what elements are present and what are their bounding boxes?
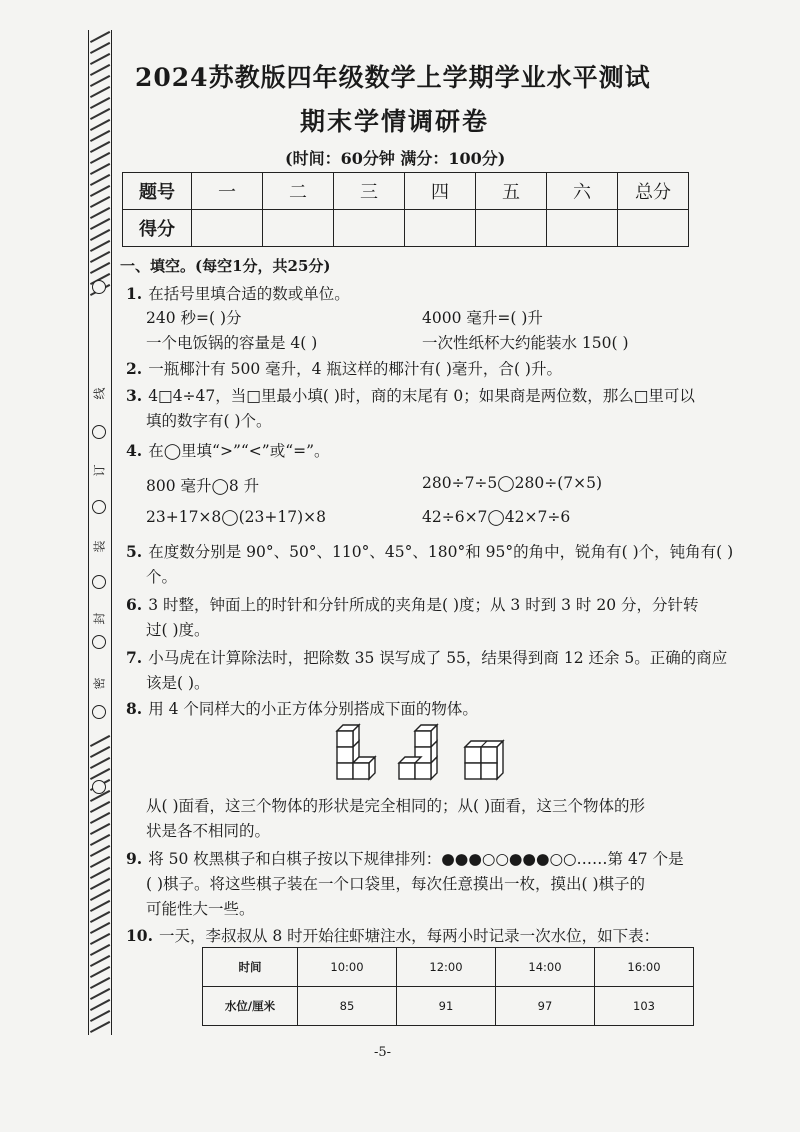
binding-margin bbox=[88, 30, 112, 1035]
question-text-continued: 个。 bbox=[146, 568, 178, 586]
margin-hatch bbox=[90, 185, 110, 197]
margin-circle bbox=[92, 280, 106, 294]
question-text: 在括号里填合适的数或单位。 bbox=[148, 285, 350, 303]
question-number: 9. bbox=[126, 849, 143, 868]
time-cell: 10:00 bbox=[298, 948, 397, 987]
margin-hatch bbox=[90, 757, 110, 769]
question-number: 10. bbox=[126, 926, 153, 945]
water-level-table bbox=[202, 947, 694, 1026]
question-9 bbox=[126, 847, 684, 869]
margin-hatch bbox=[90, 97, 110, 109]
question-text-continued: ( )棋子。将这些棋子装在一个口袋里，每次任意摸出一枚，摸出( )棋子的 bbox=[146, 875, 646, 893]
score-header-cell: 一 bbox=[192, 173, 263, 210]
margin-circle bbox=[92, 575, 106, 589]
margin-char: 线 bbox=[91, 385, 108, 403]
question-number: 4. bbox=[126, 441, 143, 460]
margin-hatch bbox=[90, 240, 110, 252]
question-number: 2. bbox=[126, 359, 143, 378]
margin-char: 订 bbox=[91, 462, 108, 480]
margin-hatch bbox=[90, 1021, 110, 1033]
time-cell: 14:00 bbox=[496, 948, 595, 987]
question-text-continued: 状是各不相同的。 bbox=[146, 822, 271, 840]
q4-item-c: 23+17×8◯(23+17)×8 bbox=[146, 508, 327, 526]
margin-hatch bbox=[90, 922, 110, 934]
page-number: -5- bbox=[374, 1045, 392, 1060]
margin-hatch bbox=[90, 152, 110, 164]
margin-hatch bbox=[90, 735, 110, 747]
margin-hatch bbox=[90, 64, 110, 76]
question-text-continued: 可能性大一些。 bbox=[146, 900, 255, 918]
question-7 bbox=[126, 646, 727, 668]
score-cell[interactable] bbox=[405, 210, 476, 247]
margin-char: 装 bbox=[91, 538, 108, 556]
time-cell: 16:00 bbox=[595, 948, 694, 987]
question-text: 小马虎在计算除法时，把除数 35 误写成了 55，结果得到商 12 还余 5。正确的商应 bbox=[148, 649, 728, 667]
margin-hatch bbox=[90, 812, 110, 824]
margin-circle bbox=[92, 425, 106, 439]
question-text-continued: 填的数字有( )个。 bbox=[146, 412, 272, 430]
title-line-2: 期末学情调研卷 bbox=[300, 107, 490, 136]
margin-hatch bbox=[90, 768, 110, 780]
margin-hatch bbox=[90, 75, 110, 87]
margin-hatch bbox=[90, 42, 110, 54]
margin-hatch bbox=[90, 878, 110, 890]
margin-hatch bbox=[90, 207, 110, 219]
question-number: 7. bbox=[126, 648, 143, 667]
score-cell[interactable] bbox=[334, 210, 405, 247]
q1-item-b: 4000 毫升=( )升 bbox=[422, 309, 543, 327]
margin-hatch bbox=[90, 108, 110, 120]
score-table-header-row bbox=[123, 173, 689, 210]
margin-hatch bbox=[90, 845, 110, 857]
margin-circle bbox=[92, 705, 106, 719]
question-text: 3 时整，钟面上的时针和分针所成的夹角是( )度；从 3 时到 3 时 20 分，分针转 bbox=[148, 596, 699, 614]
section-heading: 一、填空。(每空1分，共25分) bbox=[120, 257, 331, 275]
question-number: 3. bbox=[126, 386, 143, 405]
question-text: 一瓶椰汁有 500 毫升，4 瓶这样的椰汁有( )毫升，合( )升。 bbox=[148, 360, 562, 378]
question-6 bbox=[126, 593, 699, 615]
score-cell[interactable] bbox=[263, 210, 334, 247]
question-text: 在度数分别是 90°、50°、110°、45°、180°和 95°的角中，锐角有( )个，钝角有( ) bbox=[148, 543, 734, 561]
margin-hatch bbox=[90, 867, 110, 879]
score-table-score-row bbox=[123, 210, 689, 247]
question-text-continued: 从( )面看，这三个物体的形状是完全相同的；从( )面看，这三个物体的形 bbox=[146, 797, 646, 815]
q1-item-d: 一次性纸杯大约能装水 150( ) bbox=[422, 334, 629, 352]
question-8 bbox=[126, 697, 478, 719]
margin-hatch bbox=[90, 196, 110, 208]
question-number: 8. bbox=[126, 699, 143, 718]
question-5 bbox=[126, 540, 733, 562]
cube-figures bbox=[325, 718, 515, 788]
margin-circle bbox=[92, 500, 106, 514]
margin-char: 封 bbox=[91, 610, 108, 628]
score-cell[interactable] bbox=[618, 210, 689, 247]
water-table-row-label: 水位/厘米 bbox=[203, 987, 298, 1026]
score-header-cell: 题号 bbox=[123, 173, 192, 210]
question-text-continued: 该是( )。 bbox=[146, 674, 210, 692]
margin-hatch bbox=[90, 130, 110, 142]
margin-hatch bbox=[90, 86, 110, 98]
question-text: 4□4÷47，当□里最小填( )时，商的末尾有 0；如果商是两位数，那么□里可以 bbox=[148, 387, 695, 405]
question-4 bbox=[126, 439, 330, 461]
score-header-cell: 六 bbox=[547, 173, 618, 210]
score-header-cell: 二 bbox=[263, 173, 334, 210]
margin-hatch bbox=[90, 251, 110, 263]
margin-hatch bbox=[90, 141, 110, 153]
question-text: 在◯里填“>”“<”或“=”。 bbox=[148, 442, 330, 460]
margin-hatch bbox=[90, 955, 110, 967]
margin-hatch bbox=[90, 163, 110, 175]
question-number: 5. bbox=[126, 542, 143, 561]
score-cell[interactable] bbox=[547, 210, 618, 247]
cube-figure-3 bbox=[465, 741, 503, 779]
time-cell: 12:00 bbox=[397, 948, 496, 987]
margin-hatch bbox=[90, 856, 110, 868]
margin-hatch bbox=[90, 53, 110, 65]
score-header-cell: 总分 bbox=[618, 173, 689, 210]
margin-hatch bbox=[90, 746, 110, 758]
question-10 bbox=[126, 924, 659, 946]
score-cell[interactable] bbox=[476, 210, 547, 247]
margin-hatch bbox=[90, 174, 110, 186]
margin-hatch bbox=[90, 262, 110, 274]
water-table-row-label: 时间 bbox=[203, 948, 298, 987]
q1-item-c: 一个电饭锅的容量是 4( ) bbox=[146, 334, 318, 352]
margin-hatch bbox=[90, 889, 110, 901]
question-text: 将 50 枚黑棋子和白棋子按以下规律排列：●●●○○●●●○○……第 47 个是 bbox=[148, 850, 684, 868]
margin-hatch bbox=[90, 977, 110, 989]
q1-item-a: 240 秒=( )分 bbox=[146, 309, 242, 327]
score-header-cell: 四 bbox=[405, 173, 476, 210]
question-text: 用 4 个同样大的小正方体分别搭成下面的物体。 bbox=[148, 700, 478, 718]
score-header-cell: 三 bbox=[334, 173, 405, 210]
level-cell: 91 bbox=[397, 987, 496, 1026]
question-number: 1. bbox=[126, 284, 143, 303]
cube-figure-1 bbox=[337, 725, 375, 779]
score-row-label: 得分 bbox=[123, 210, 192, 247]
margin-hatch bbox=[90, 1010, 110, 1022]
level-cell: 103 bbox=[595, 987, 694, 1026]
margin-hatch bbox=[90, 119, 110, 131]
margin-hatch bbox=[90, 933, 110, 945]
title-line-1: 2024苏教版四年级数学上学期学业水平测试 bbox=[135, 63, 651, 92]
question-text: 一天，李叔叔从 8 时开始往虾塘注水，每两小时记录一次水位，如下表： bbox=[158, 927, 660, 945]
level-cell: 85 bbox=[298, 987, 397, 1026]
margin-hatch bbox=[90, 999, 110, 1011]
question-3 bbox=[126, 384, 695, 406]
question-number: 6. bbox=[126, 595, 143, 614]
water-table-time-row bbox=[203, 948, 694, 987]
margin-hatch bbox=[90, 900, 110, 912]
margin-circle bbox=[92, 780, 106, 794]
water-table-level-row bbox=[203, 987, 694, 1026]
score-cell[interactable] bbox=[192, 210, 263, 247]
margin-hatch bbox=[90, 801, 110, 813]
exam-info: (时间：60分钟 满分：100分) bbox=[285, 149, 506, 168]
margin-hatch bbox=[90, 218, 110, 230]
margin-hatch bbox=[90, 988, 110, 1000]
margin-hatch bbox=[90, 31, 110, 43]
margin-hatch bbox=[90, 966, 110, 978]
question-1 bbox=[126, 282, 350, 304]
margin-circle bbox=[92, 635, 106, 649]
score-table bbox=[122, 172, 689, 247]
margin-hatch bbox=[90, 823, 110, 835]
margin-hatch bbox=[90, 229, 110, 241]
level-cell: 97 bbox=[496, 987, 595, 1026]
margin-hatch bbox=[90, 911, 110, 923]
q4-item-d: 42÷6×7◯42×7÷6 bbox=[422, 508, 571, 526]
question-text-continued: 过( )度。 bbox=[146, 621, 210, 639]
score-header-cell: 五 bbox=[476, 173, 547, 210]
question-2 bbox=[126, 357, 562, 379]
cube-figure-2 bbox=[399, 725, 437, 779]
q4-item-a: 800 毫升◯8 升 bbox=[146, 477, 260, 495]
margin-hatch bbox=[90, 944, 110, 956]
q4-item-b: 280÷7÷5◯280÷(7×5) bbox=[422, 474, 603, 492]
margin-hatch bbox=[90, 834, 110, 846]
margin-char: 密 bbox=[91, 675, 108, 693]
